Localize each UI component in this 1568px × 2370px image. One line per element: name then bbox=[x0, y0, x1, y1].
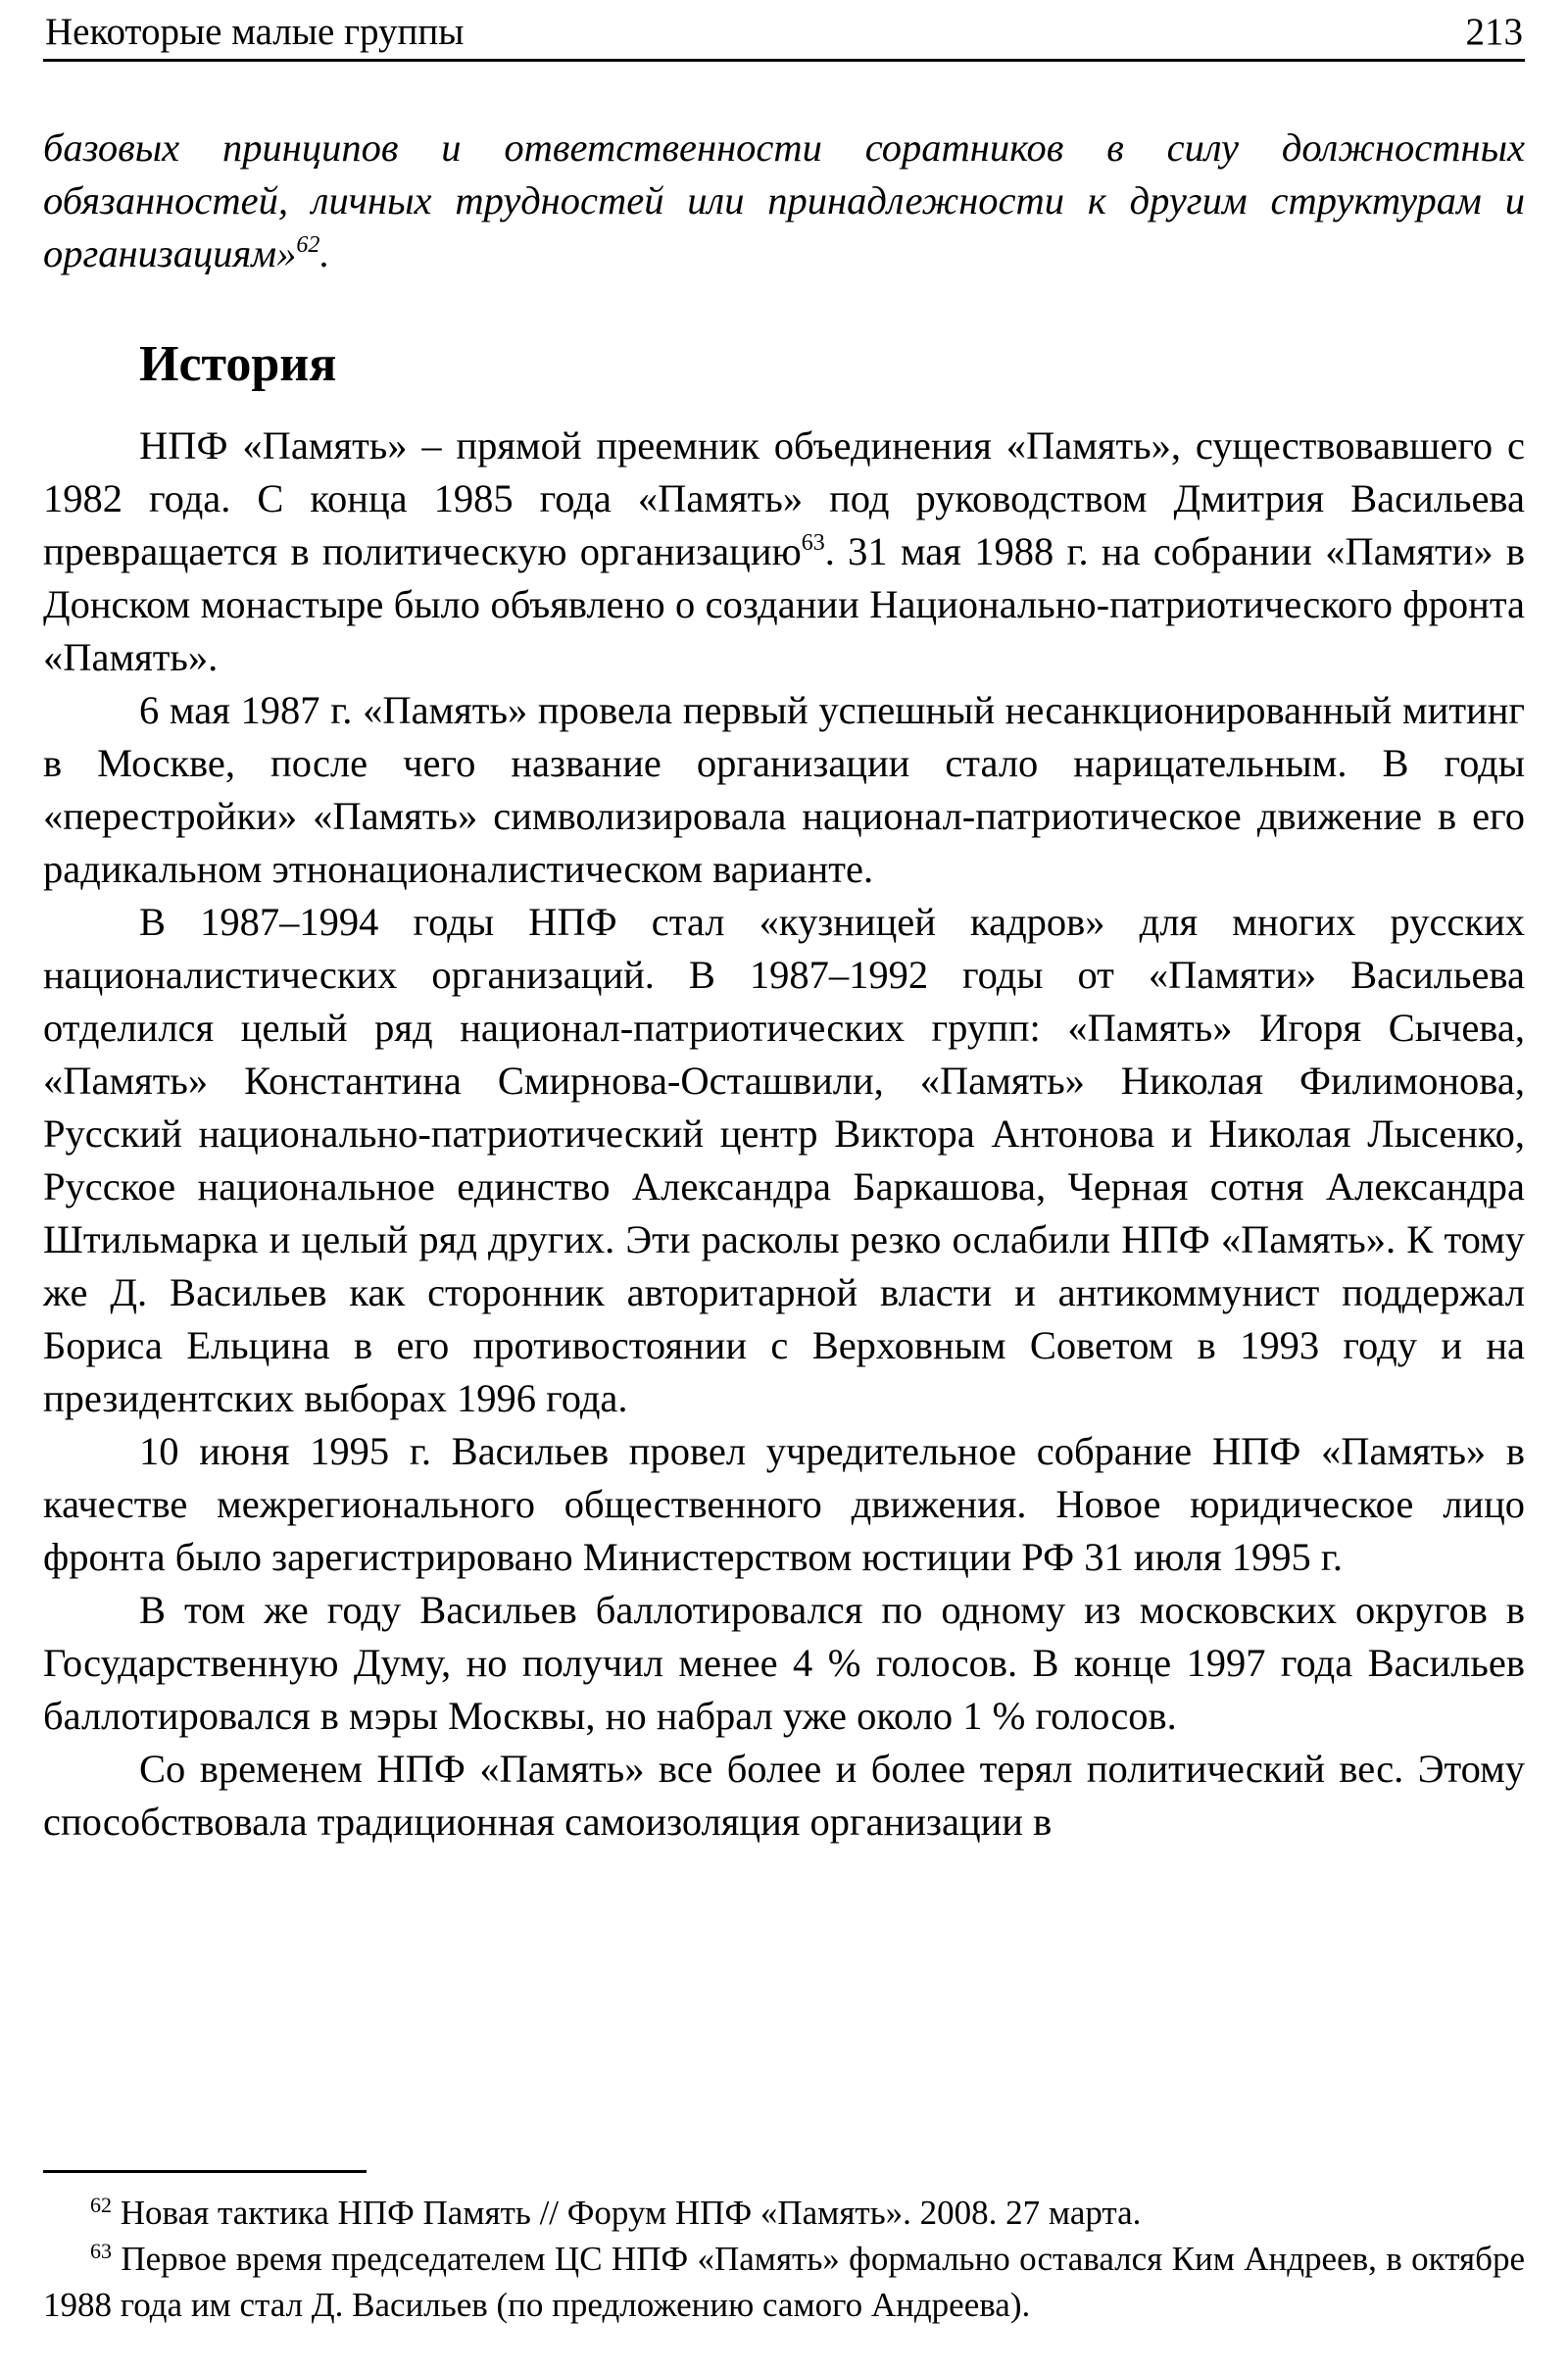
quote-tail: . bbox=[319, 231, 330, 275]
paragraph-text: . 31 мая 1988 г. на собрании «Памяти» в Донском монастыре было объявлено о создании Национально-патриотического фронта «Память». bbox=[43, 529, 1525, 679]
paragraph: В 1987–1994 годы НПФ стал «кузницей кадров» для многих русских националистических организаций. В 1987–1992 годы от «Памяти» Васильева отделился целый ряд национал-патриотических групп: «Память» Игоря Сычева, «Память» Константина Смирнова-Осташвили, «Память» Николая Филимонова, Русский национально-патриотический центр Виктора Антонова и Николая Лысенко, Русское национальное единство Александра Баркашова, Черная сотня Александра Штильмарка и целый ряд других. Эти расколы резко ослабили НПФ «Память». К тому же Д. Васильев как сторонник авторитарной власти и антикоммунист поддержал Бориса Ельцина в его противостоянии с Верховным Советом в 1993 году и на президентских выборах 1996 года. bbox=[43, 900, 1525, 1420]
paragraph: 10 июня 1995 г. Васильев провел учредительное собрание НПФ «Память» в качестве межрегионального общественного движения. Новое юридическое лицо фронта было зарегистрировано Министерством юстиции РФ 31 июля 1995 г. bbox=[43, 1429, 1525, 1579]
footnote-text: Новая тактика НПФ Память // Форум НПФ «Память». 2008. 27 марта. bbox=[120, 2194, 1142, 2232]
running-head bbox=[43, 6, 1525, 62]
quote-text: базовых принципов и ответственности соратников в силу должностных обязанностей, личных трудностей или принадлежности к другим структурам и организациям» bbox=[43, 125, 1525, 275]
footnotes bbox=[43, 2190, 1525, 2328]
paragraph bbox=[43, 420, 1525, 684]
footnote-ref[interactable]: 62 bbox=[296, 232, 320, 258]
body-text bbox=[43, 122, 1525, 1849]
paragraph: 6 мая 1987 г. «Память» провела первый успешный несанкционированный митинг в Москве, после чего название организации стало нарицательным. В годы «перестройки» «Память» символизировала национал-патриотическое движение в его радикальном этнонационалистическом варианте. bbox=[43, 688, 1525, 891]
footnote-text: Первое время председателем ЦС НПФ «Память» формально оставался Ким Андреев, в октябре 1988 года им стал Д. Васильев (по предложению самого Андреева). bbox=[43, 2240, 1525, 2324]
footnote bbox=[43, 2190, 1525, 2236]
footnote-divider bbox=[43, 2170, 367, 2173]
page-number: 213 bbox=[1465, 11, 1523, 53]
paragraph: Со временем НПФ «Память» все более и более терял политический вес. Этому способствовала традиционная самоизоляция организации в bbox=[43, 1747, 1525, 1844]
footnote-number: 63 bbox=[90, 2239, 112, 2263]
quote-paragraph bbox=[43, 122, 1525, 280]
section-heading: История bbox=[139, 336, 337, 392]
paragraph-text: НПФ «Память» – прямой преемник объединения «Память», существовавшего с 1982 года. С конца 1985 года «Память» под руководством Дмитрия Васильева превращается в политическую организацию bbox=[43, 423, 1525, 573]
footnote-ref[interactable]: 63 bbox=[801, 530, 825, 556]
running-head-title: Некоторые малые группы bbox=[45, 11, 465, 53]
footnote bbox=[43, 2236, 1525, 2328]
paragraph: В том же году Васильев баллотировался по одному из московских округов в Государственную Думу, но получил менее 4 % голосов. В конце 1997 года Васильев баллотировался в мэры Москвы, но набрал уже около 1 % голосов. bbox=[43, 1588, 1525, 1738]
footnote-number: 62 bbox=[90, 2193, 112, 2217]
